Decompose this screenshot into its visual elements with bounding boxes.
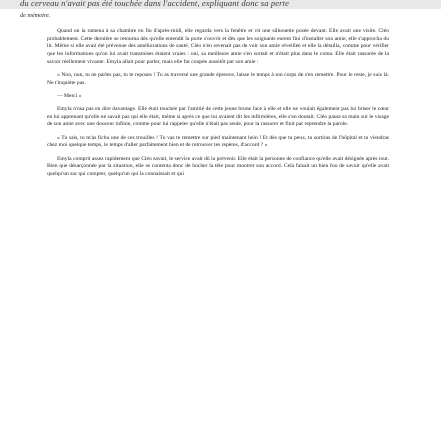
paragraph-6: Emyla comprit assez rapidement que Cléo savait, le service avait dû la prévenir. Elle était la personne de confiance qu'elle avait désignée après tout. Bien que désarçonnée par la situation, elle se contenta donc de hocher la tête pour montrer son accord. Cela faisait un bien fou de savoir qu'elle avait quelqu'un sur qui compter, quelqu'un qui la connaissait et qui [47, 155, 389, 177]
paragraph-5: « Tu sais, tu m'as fichu une de ces trouilles ! Tu vas te remettre sur pied maintenant hein ! Et dès que tu peux, tu sortiras de l'hôpital et tu viendras chez moi quelque temps, le temps d'aller parfaitement bien et de retrouver tes repères, d'accord ? » [47, 134, 389, 149]
previous-page-continuation: de mémoire. [20, 12, 51, 19]
previous-page-strip [0, 0, 441, 9]
paragraph-2: « Non, non, tu ne parles pas, tu te reposes ! Tu as traversé une grande épreuve, laisse le temps à ton corps de s'en remettre. Pour le reste, je suis là. Ne t'inquiète pas. [47, 72, 389, 86]
paragraph-1: Quand on la ramena à sa chambre en fin d'après-midi, elle regarda vers la fenêtre et vit une silhouette posée devant. Elle avait une visite. Cléo probablement. Cette dernière se retourna dès qu'elle entendit la porte s'ouvrir et dès que les soignants eurent fini d'installer son amie, elle s'approcha du lit. Même si elle avait été prévenue des améliorations de santé, Cléo n'en revenait pas de voir son amie réveillée et elle la détailla, comme pour vérifier que les informations qu'on lui avait transmises étaient vraies : oui, sa meilleure amie s'en sortait et n'était plus dans le coma. Elle était rassurée de la savoir réellement vivante. Emyla allait pour parler, mais elle fut coupée aussitôt par son amie : [47, 28, 389, 65]
page-body [47, 28, 389, 184]
paragraph-3: — Merci » [57, 93, 82, 100]
previous-page-text: du cerveau n'avait pas été touchée dans l'accident, expliquant donc sa perte [20, 0, 290, 8]
paragraph-4: Emyla n'osa pas en dire davantage. Elle était touchée par l'amitié de cette jeune brune face à elle et elle ne voulait également pas lui briser le cœur en lui apprenant qu'elle ne savait pas qui elle était, même si après ce que lui avaient dit les infirmières, elle s'en doutait. Cléo passa sa main sur le visage de son amie avec une douceur infinie, comme pour lui rappeler qu'elle n'était pas seule, pour la rassurer et finit par reprendre la parole. [47, 105, 389, 128]
